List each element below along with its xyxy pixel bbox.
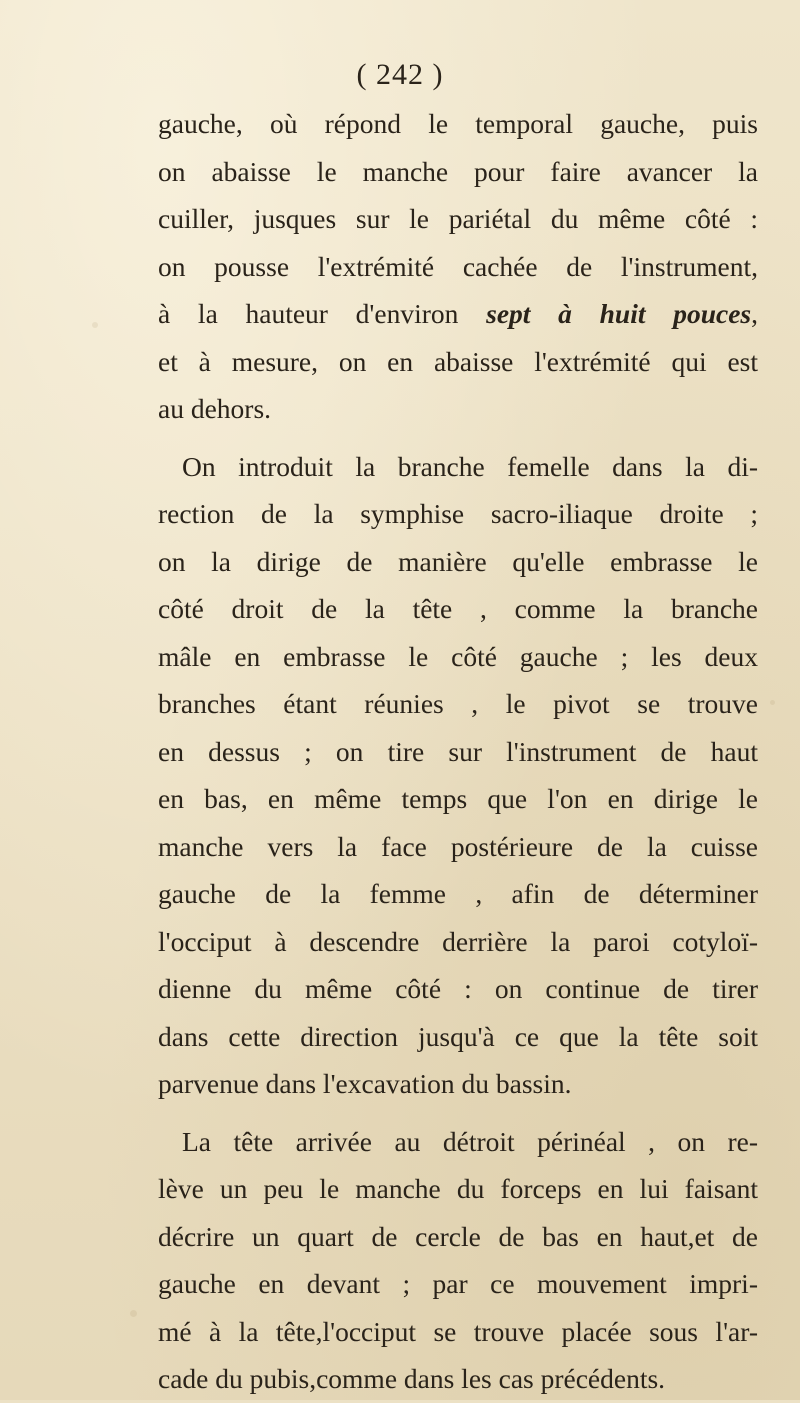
text-line: lève un peu le manche du forceps en lui faisant [158,1173,758,1204]
text-line: cuiller, jusques sur le pariétal du même côté : [158,203,758,234]
text-line: et à mesure, on en abaisse l'extrémité qui est [158,345,758,377]
text-line-with-italic: à la hauteur d'environ sept à huit pouces, [158,298,758,329]
text-line: en dessus ; on tire sur l'instrument de haut [158,735,758,767]
text-line: on pousse l'extrémité cachée de l'instrument, [158,250,758,282]
text-line: l'occiput à descendre derrière la paroi cotyloï- [158,925,758,957]
body-text [158,100,758,1403]
text-line: dienne du même côté : on continue de tirer [158,973,758,1004]
text-line: branches étant réunies , le pivot se trouve [158,688,758,719]
text-line: manche vers la face postérieure de la cuisse [158,830,758,862]
text-line: cade du pubis,comme dans les cas précédents. [158,1363,666,1394]
text-line: au dehors. [158,393,272,424]
paragraph [158,443,758,1108]
paper-stain [130,1310,137,1317]
text-line: mâle en embrasse le côté gauche ; les deux [158,640,758,672]
paper-stain [92,322,98,328]
text-line: rection de la symphise sacro-iliaque droite ; [158,498,758,529]
text-line: côté droit de la tête , comme la branche [158,593,758,624]
text-line: parvenue dans l'excavation du bassin. [158,1068,572,1099]
text-line: gauche, où répond le temporal gauche, puis [158,108,758,139]
paragraph [158,1118,758,1403]
text-line: gauche en devant ; par ce mouvement impri- [158,1268,758,1299]
text-line: on abaisse le manche pour faire avancer la [158,155,758,187]
paper-stain [770,700,775,705]
paragraph [158,100,758,433]
text-line: gauche de la femme , afin de déterminer [158,878,758,909]
text-line: dans cette direction jusqu'à ce que la tête soit [158,1020,758,1052]
text-line: on la dirige de manière qu'elle embrasse le [158,545,758,577]
text-line: mé à la tête,l'occiput se trouve placée sous l'ar- [158,1315,758,1347]
text-line: La tête arrivée au détroit périnéal , on re- [182,1125,758,1157]
text-line: On introduit la branche femelle dans la di- [182,450,758,482]
text-line: décrire un quart de cercle de bas en haut,et de [158,1220,758,1252]
page-number: ( 242 ) [356,58,444,91]
italic-phrase: sept à huit pouces [486,298,752,329]
text-line: en bas, en même temps que l'on en dirige le [158,783,758,814]
